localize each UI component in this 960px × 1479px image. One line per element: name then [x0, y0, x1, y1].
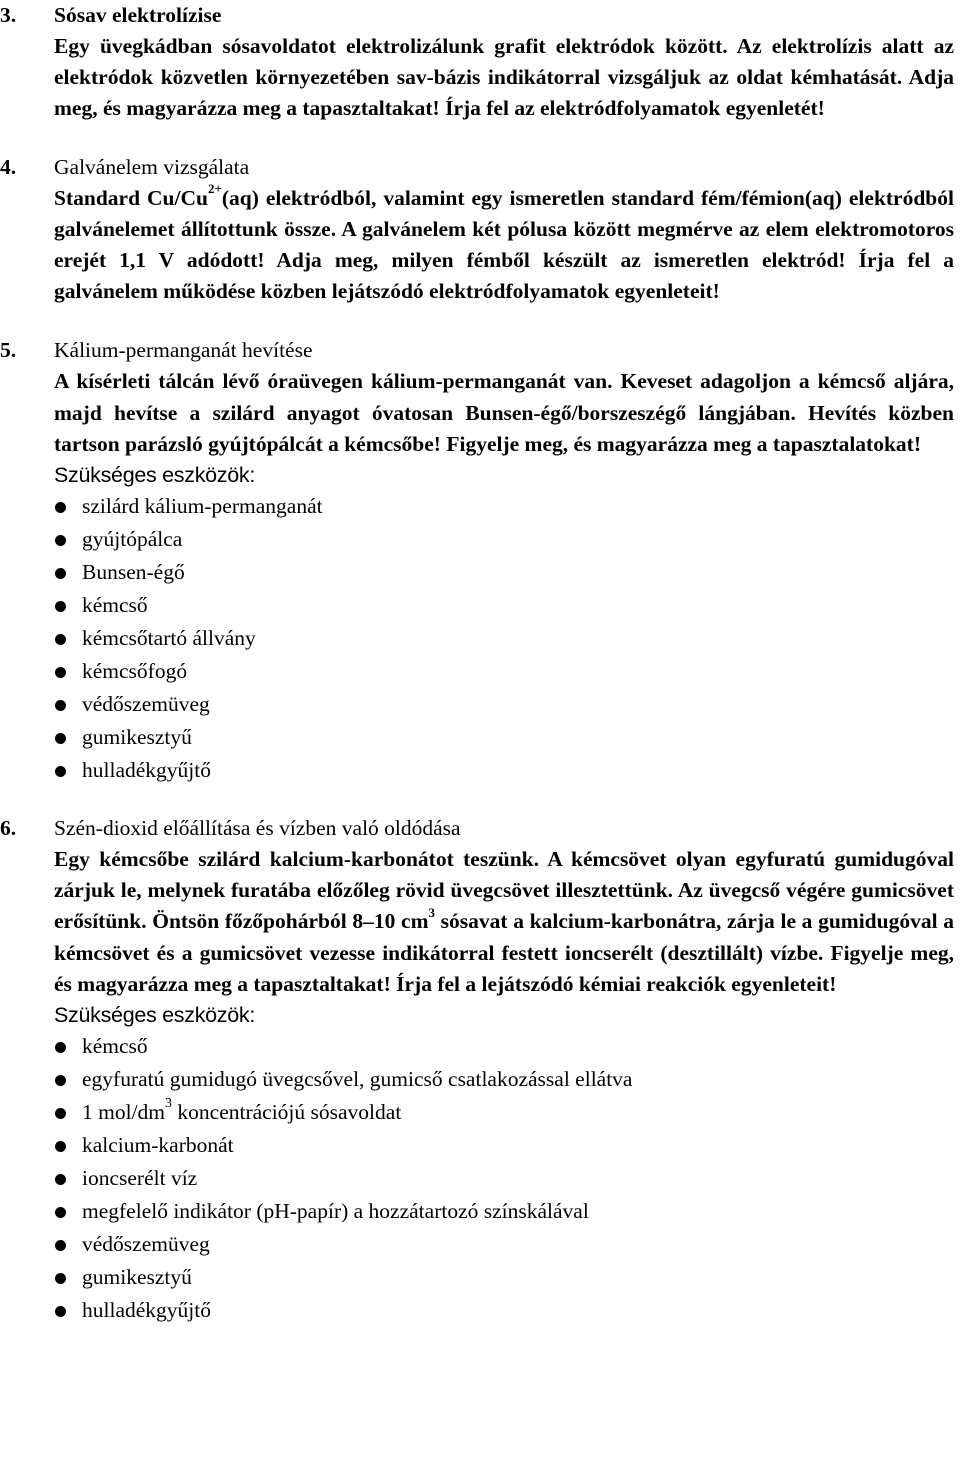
- superscript: 2+: [207, 181, 222, 197]
- bullet-icon: [55, 1042, 66, 1053]
- list-item-text: szilárd kálium-permanganát: [82, 494, 323, 519]
- section-6: [0, 813, 954, 1327]
- list-item: [0, 589, 954, 622]
- bullet-icon: [55, 1108, 66, 1119]
- bullet-icon: [55, 1240, 66, 1251]
- list-item-text: hulladékgyűjtő: [82, 1298, 211, 1323]
- list-item: [0, 523, 954, 556]
- section-paragraph: [54, 844, 954, 1000]
- tools-label: Szükséges eszközök:: [54, 463, 256, 488]
- section-number: 5.: [0, 338, 17, 363]
- tools-list: [0, 490, 954, 787]
- section-heading: [0, 152, 954, 183]
- list-item-text: kémcsőfogó: [82, 659, 188, 684]
- section-title: Sósav elektrolízise: [54, 3, 222, 27]
- list-item: [0, 1162, 954, 1195]
- list-item-text: egyfuratú gumidugó üvegcsővel, gumicső csatlakozással ellátva: [82, 1067, 633, 1092]
- section-title: Galvánelem vizsgálata: [54, 154, 250, 179]
- bullet-icon: [55, 502, 66, 513]
- list-item-text: gyújtópálca: [82, 527, 183, 552]
- section-title: Szén-dioxid előállítása és vízben való oldódása: [54, 816, 461, 841]
- bullet-icon: [55, 1174, 66, 1185]
- list-item: [0, 721, 954, 754]
- paragraph-text: sósavat a kalcium-karbonátra, zárja le a gumidugóval a kémcsövet és a gumicsövet vezesse indikátorral festett ioncserélt (desztillált) vízbe. Figyelje meg, és magyarázza meg a tapasztaltakat! Írja fel a lejátszódó kémiai reakciók egyenleteit!: [54, 909, 954, 996]
- list-item-text: megfelelő indikátor (pH-papír) a hozzátartozó színskálával: [82, 1199, 589, 1224]
- section-number: 6.: [0, 816, 17, 841]
- section-3: [0, 0, 954, 125]
- section-5: [0, 335, 954, 787]
- list-item-text: védőszemüveg: [82, 1232, 210, 1257]
- list-item-text: kémcsőtartó állvány: [82, 626, 256, 651]
- list-item: [0, 1195, 954, 1228]
- list-item: [0, 1129, 954, 1162]
- bullet-icon: [55, 1273, 66, 1284]
- list-item: [0, 655, 954, 688]
- list-item-text: hulladékgyűjtő: [82, 758, 211, 783]
- list-item-text: kémcső: [82, 593, 148, 618]
- list-item: [0, 1063, 954, 1096]
- bullet-icon: [55, 1306, 66, 1317]
- section-4: [0, 152, 954, 308]
- section-paragraph: [54, 183, 954, 308]
- list-item: [0, 1030, 954, 1063]
- bullet-icon: [55, 568, 66, 579]
- bullet-icon: [55, 700, 66, 711]
- bullet-icon: [55, 1141, 66, 1152]
- paragraph-text: Standard Cu/Cu: [54, 185, 208, 210]
- bullet-icon: [55, 535, 66, 546]
- section-paragraph: Egy üvegkádban sósavoldatot elektrolizálunk grafit elektródok között. Az elektrolízis alatt az elektródok közvetlen környezetében sav-bázis indikátorral vizsgáljuk az oldat kémhatását. Adja meg, és magyarázza meg a tapasztaltakat! Írja fel az elektródfolyamatok egyenletét!: [54, 34, 954, 121]
- section-number: 4.: [0, 154, 17, 179]
- section-heading: [0, 335, 954, 366]
- superscript: 3: [165, 1095, 173, 1111]
- bullet-icon: [55, 733, 66, 744]
- bullet-icon: [55, 667, 66, 678]
- list-item-text: 1 mol/dm: [82, 1100, 166, 1125]
- list-item: [0, 490, 954, 523]
- list-item: [0, 1294, 954, 1327]
- list-item: [0, 688, 954, 721]
- list-item-text: koncentrációjú sósavoldat: [172, 1100, 402, 1125]
- bullet-icon: [55, 1075, 66, 1086]
- bullet-icon: [55, 766, 66, 777]
- list-item: [0, 754, 954, 787]
- bullet-icon: [55, 634, 66, 645]
- superscript: 3: [428, 905, 435, 921]
- paragraph-text: Egy kémcsőbe szilárd kalcium-karbonátot teszünk. A kémcsövet olyan egyfuratú gumidugóval zárjuk le, melynek furatába előzőleg rövid üvegcsövet illesztettünk. Az üvegcső végére gumicsövet erősítünk. Öntsön főzőpohárból 8–10 cm: [54, 847, 954, 934]
- paragraph-text: (aq) elektródból, valamint egy ismeretlen standard fém/fémion(aq) elektródból galvánelemet állítottunk össze. A galvánelem két pólusa között megmérve az elem elektromotoros erejét 1,1 V adódott! Adja meg, milyen fémből készült az ismeretlen elektród! Írja fel a galvánelem működése közben lejátszódó elektródfolyamatok egyenleteit!: [54, 185, 954, 304]
- list-item-text: ioncserélt víz: [82, 1166, 198, 1191]
- section-number: 3.: [0, 3, 17, 27]
- bullet-icon: [55, 1207, 66, 1218]
- list-item: [0, 622, 954, 655]
- list-item: [0, 1228, 954, 1261]
- bullet-icon: [55, 601, 66, 612]
- section-heading: [0, 813, 954, 844]
- tools-label: Szükséges eszközök:: [54, 1003, 256, 1028]
- list-item-text: kémcső: [82, 1034, 148, 1059]
- list-item: [0, 1096, 954, 1129]
- section-heading: [0, 0, 954, 31]
- list-item-text: gumikesztyű: [82, 1265, 192, 1290]
- list-item: [0, 1261, 954, 1294]
- section-paragraph: A kísérleti tálcán lévő óraüvegen kálium-permanganát van. Keveset adagoljon a kémcső aljára, majd hevítse a szilárd anyagot óvatosan Bunsen-égő/borszeszégő lángjában. Hevítés közben tartson parázsló gyújtópálcát a kémcsőbe! Figyelje meg, és magyarázza meg a tapasztalatokat!: [54, 369, 954, 456]
- list-item-text: védőszemüveg: [82, 692, 210, 717]
- list-item-text: Bunsen-égő: [82, 560, 185, 585]
- section-title: Kálium-permanganát hevítése: [54, 338, 313, 363]
- list-item-text: gumikesztyű: [82, 725, 192, 750]
- tools-list: [0, 1030, 954, 1327]
- list-item: [0, 556, 954, 589]
- list-item-text: kalcium-karbonát: [82, 1133, 234, 1158]
